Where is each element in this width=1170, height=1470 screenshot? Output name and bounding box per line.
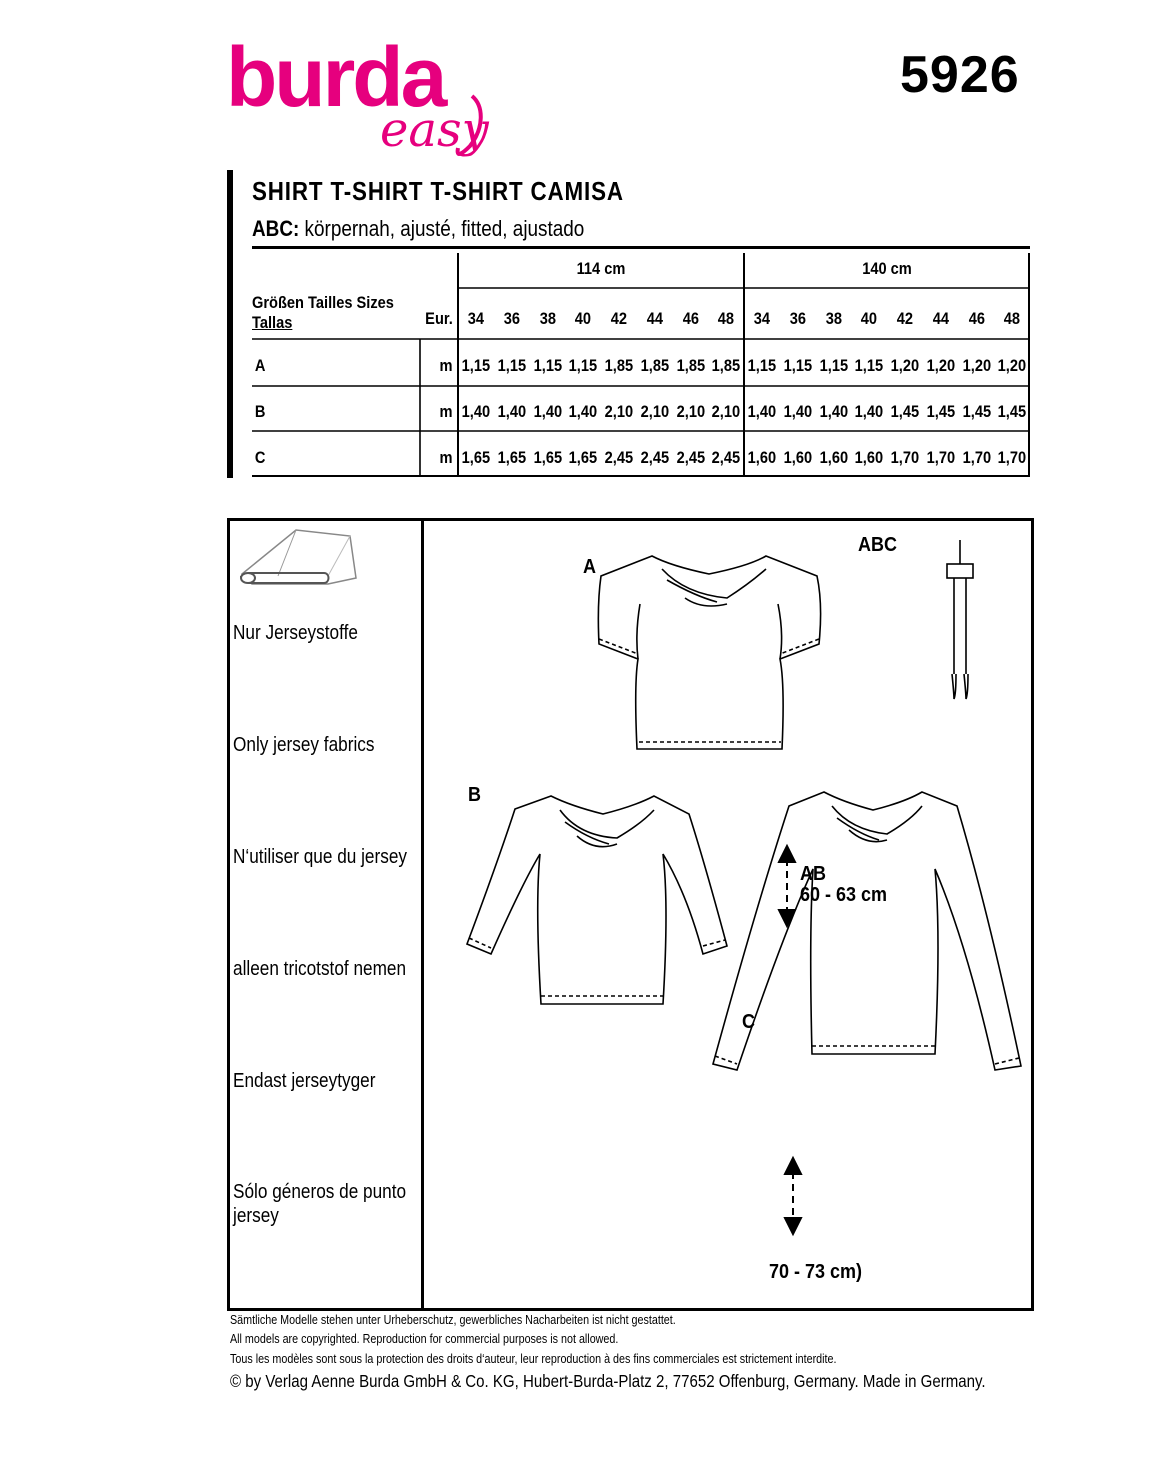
- table-cell: 1,45: [926, 402, 955, 421]
- table-cell: 2,10: [676, 402, 705, 421]
- table-cell: 1,65: [533, 448, 562, 467]
- fabric-note: Endast jerseytyger: [233, 1070, 376, 1092]
- table-cell: 1,40: [568, 402, 598, 421]
- length-arrow-c: [785, 1158, 801, 1234]
- table-cell: 1,60: [783, 448, 812, 467]
- table-cell: 38: [825, 309, 842, 328]
- table-cell: Eur.: [425, 309, 453, 328]
- fabric-note: Only jersey fabrics: [233, 734, 375, 756]
- needle-label: ABC: [858, 534, 898, 556]
- burda-easy-logo: [222, 28, 502, 168]
- table-cell: 1,40: [747, 402, 777, 421]
- length-ab-value: 60 - 63 cm: [800, 884, 888, 906]
- table-cell: 34: [467, 309, 485, 328]
- table-cell: 1,40: [854, 402, 884, 421]
- table-cell: 44: [646, 309, 663, 328]
- fabric-note: jersey: [233, 1205, 279, 1227]
- fabric-note: Sólo géneros de punto: [233, 1181, 407, 1203]
- table-cell: 48: [1003, 309, 1021, 328]
- table-cell: 1,85: [676, 356, 705, 375]
- view-b-drawing: [467, 796, 727, 1004]
- pattern-number: 5926: [900, 46, 1020, 104]
- view-c-drawing: [713, 792, 1021, 1070]
- view-a-label: A: [583, 556, 597, 578]
- table-cell: 1,60: [747, 448, 777, 467]
- subtitle-prefix: ABC:: [252, 216, 300, 241]
- table-cell: m: [439, 356, 453, 375]
- table-cell: 1,85: [604, 356, 634, 375]
- table-cell: 1,40: [461, 402, 491, 421]
- page-title: SHIRT T-SHIRT T-SHIRT CAMISA: [252, 176, 624, 206]
- footer-line-en: All models are copyrighted. Reproduction for commercial purposes is not allowed.: [230, 1332, 619, 1346]
- table-cell: 1,40: [783, 402, 812, 421]
- page-subtitle: [252, 216, 584, 242]
- fabric-note: N‘utiliser que du jersey: [233, 846, 408, 868]
- table-cell: 1,70: [997, 448, 1027, 467]
- table-cell: 114 cm: [576, 259, 626, 278]
- table-cell: 2,10: [640, 402, 669, 421]
- table-cell: 48: [717, 309, 735, 328]
- table-cell: 2,45: [604, 448, 634, 467]
- table-cell: 1,70: [926, 448, 955, 467]
- table-cell: 1,15: [568, 356, 598, 375]
- table-cell: 1,60: [854, 448, 884, 467]
- table-cell: 1,20: [962, 356, 991, 375]
- table-cell: 1,85: [711, 356, 741, 375]
- view-c-label: C: [742, 1011, 756, 1033]
- table-cell: 1,20: [997, 356, 1027, 375]
- garment-drawings: [427, 524, 1025, 1302]
- table-cell: 2,45: [640, 448, 669, 467]
- table-cell: 140 cm: [862, 259, 912, 278]
- fabric-note: alleen tricotstof nemen: [233, 958, 407, 980]
- table-cell: 1,20: [890, 356, 920, 375]
- table-cell: 2,10: [604, 402, 634, 421]
- title-rule: [252, 246, 1030, 249]
- table-cell: 42: [896, 309, 914, 328]
- table-cell: 1,15: [461, 356, 491, 375]
- table-cell: 46: [682, 309, 699, 328]
- row-view-label: C: [254, 448, 266, 467]
- table-cell: 1,15: [783, 356, 812, 375]
- length-c-value: 70 - 73 cm): [769, 1261, 863, 1283]
- table-cell: 1,65: [461, 448, 491, 467]
- size-label: [252, 293, 394, 333]
- table-cell: 1,85: [640, 356, 669, 375]
- fabric-note: Nur Jerseystoffe: [233, 622, 358, 644]
- size-label-line: Größen Tailles Sizes: [252, 293, 394, 312]
- table-cell: 1,15: [747, 356, 777, 375]
- view-a-drawing: [598, 556, 820, 749]
- table-cell: 1,15: [497, 356, 526, 375]
- table-cell: m: [439, 448, 453, 467]
- table-cell: 1,45: [962, 402, 991, 421]
- table-cell: 40: [574, 309, 592, 328]
- table-cell: 36: [503, 309, 520, 328]
- table-cell: 1,40: [819, 402, 848, 421]
- row-view-label: A: [254, 356, 266, 375]
- table-cell: 1,45: [997, 402, 1027, 421]
- size-table: [252, 253, 1030, 477]
- size-label-line: Tallas: [252, 313, 293, 332]
- table-cell: 42: [610, 309, 628, 328]
- table-cell: 36: [789, 309, 806, 328]
- table-cell: 1,45: [890, 402, 920, 421]
- twin-needle-icon: [947, 540, 973, 699]
- title-accent-bar: [227, 170, 233, 478]
- table-cell: 2,45: [711, 448, 741, 467]
- table-cell: 1,65: [568, 448, 598, 467]
- table-cell: 2,45: [676, 448, 705, 467]
- table-cell: 1,20: [926, 356, 955, 375]
- table-cell: 44: [932, 309, 949, 328]
- table-cell: 2,10: [711, 402, 741, 421]
- table-cell: m: [439, 402, 453, 421]
- table-cell: 1,65: [497, 448, 526, 467]
- overview-divider: [421, 518, 424, 1311]
- view-b-label: B: [468, 784, 482, 806]
- table-cell: 1,15: [533, 356, 562, 375]
- copyright: © by Verlag Aenne Burda GmbH & Co. KG, Hubert-Burda-Platz 2, 77652 Offenburg, Germany. Made in Germany.: [230, 1371, 986, 1391]
- fabric-roll-icon: [238, 526, 363, 588]
- table-cell: 46: [968, 309, 985, 328]
- row-view-label: B: [254, 402, 266, 421]
- subtitle-text: körpernah, ajusté, fitted, ajustado: [299, 216, 585, 241]
- table-cell: 34: [753, 309, 771, 328]
- table-cell: 1,15: [854, 356, 884, 375]
- table-cell: 38: [539, 309, 556, 328]
- table-cell: 1,40: [533, 402, 562, 421]
- svg-text:burda: burda: [226, 30, 445, 124]
- footer-line-fr: Tous les modèles sont sous la protection des droits d‘auteur, leur reproduction à des fins commerciales est strictement interdite.: [230, 1352, 837, 1366]
- length-ab-label: AB: [800, 863, 827, 885]
- table-cell: 1,15: [819, 356, 848, 375]
- svg-text:easy: easy: [380, 102, 489, 158]
- table-cell: 1,40: [497, 402, 526, 421]
- table-cell: 1,70: [890, 448, 920, 467]
- footer-line-de: Sämtliche Modelle stehen unter Urheberschutz, gewerbliches Nacharbeiten ist nicht gestattet.: [230, 1313, 676, 1327]
- table-cell: 1,60: [819, 448, 848, 467]
- table-cell: 40: [860, 309, 878, 328]
- table-cell: 1,70: [962, 448, 991, 467]
